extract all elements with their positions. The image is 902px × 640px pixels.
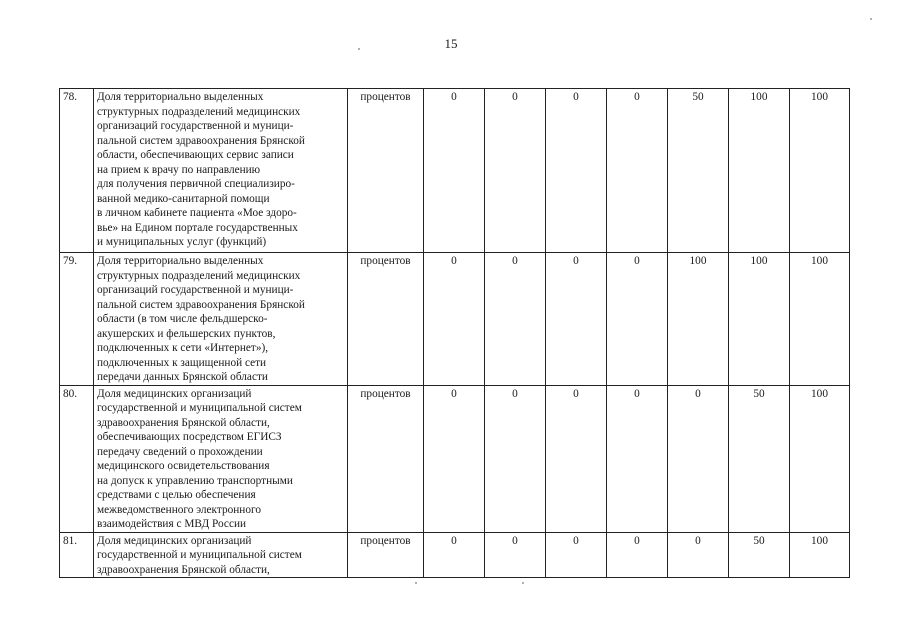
value-cell: 0	[424, 253, 485, 386]
value-cell: 0	[607, 253, 668, 386]
indicator-name-line: области (в том числе фельдшерско-	[97, 313, 268, 325]
scan-speck	[870, 18, 872, 20]
unit-cell: процентов	[348, 253, 424, 386]
indicator-name-line: для получения первичной специализиро-	[97, 178, 295, 190]
indicator-name-line: ванной медико-санитарной помощи	[97, 192, 270, 205]
value-cell: 0	[424, 89, 485, 253]
indicator-name-line: межведомственного электронного	[97, 503, 261, 516]
unit-cell: процентов	[348, 532, 424, 578]
unit-cell: процентов	[348, 385, 424, 532]
row-number: 79.	[60, 253, 94, 386]
indicator-name-line: подключенных к защищенной сети	[97, 356, 267, 369]
value-cell: 0	[424, 532, 485, 578]
row-number: 81.	[60, 532, 94, 578]
indicator-name-line: обеспечивающих посредством ЕГИСЗ	[97, 431, 282, 443]
indicator-name-line: Доля медицинских организаций	[97, 534, 252, 547]
indicator-name-line: передачи данных Брянской области	[97, 371, 268, 383]
table-row	[60, 253, 850, 386]
indicator-name-line: в личном кабинете пациента «Мое здоро-	[97, 207, 297, 219]
indicator-name-line: Доля территориально выделенных	[97, 255, 264, 267]
indicator-name-line: государственной и муниципальной систем	[97, 402, 302, 414]
value-cell: 0	[424, 385, 485, 532]
value-cell: 100	[729, 253, 790, 386]
indicator-name-line: взаимодействия с МВД России	[97, 518, 247, 530]
table-row	[60, 532, 850, 578]
value-cell: 100	[790, 532, 850, 578]
indicator-name-line: пальной систем здравоохранения Брянской	[97, 298, 305, 311]
scan-speck	[415, 582, 417, 584]
indicator-name-line: здравоохранения Брянской области,	[97, 563, 270, 576]
indicators-table	[59, 88, 850, 578]
indicator-name-line: государственной и муниципальной систем	[97, 549, 302, 561]
value-cell: 100	[790, 253, 850, 386]
value-cell: 0	[546, 532, 607, 578]
value-cell: 50	[729, 532, 790, 578]
value-cell: 0	[668, 532, 729, 578]
value-cell: 50	[668, 89, 729, 253]
value-cell: 0	[607, 532, 668, 578]
indicator-name-line: здравоохранения Брянской области,	[97, 416, 270, 429]
indicator-name-line: на допуск к управлению транспортными	[97, 474, 293, 487]
indicator-name-line: на прием к врачу по направлению	[97, 163, 261, 176]
value-cell: 50	[729, 385, 790, 532]
indicator-name-line: Доля территориально выделенных	[97, 91, 264, 103]
indicator-name-line: средствами с целью обеспечения	[97, 489, 256, 501]
table-body	[60, 89, 850, 578]
value-cell: 0	[546, 385, 607, 532]
page-number: 15	[444, 36, 458, 51]
value-cell: 0	[546, 253, 607, 386]
scan-speck	[358, 48, 360, 50]
indicator-name	[94, 532, 348, 578]
indicator-name-line: организаций государственной и муници-	[97, 120, 294, 132]
indicator-name-line: структурных подразделений медицинских	[97, 105, 301, 118]
indicator-name	[94, 385, 348, 532]
indicator-name-line: передачу сведений о прохождении	[97, 445, 263, 458]
value-cell: 100	[668, 253, 729, 386]
value-cell: 100	[790, 89, 850, 253]
row-number: 80.	[60, 385, 94, 532]
value-cell: 0	[607, 385, 668, 532]
indicator-name-line: области, обеспечивающих сервис записи	[97, 149, 294, 161]
value-cell: 0	[668, 385, 729, 532]
indicator-name	[94, 253, 348, 386]
value-cell: 100	[790, 385, 850, 532]
table-row	[60, 89, 850, 253]
indicator-name-line: структурных подразделений медицинских	[97, 269, 301, 282]
indicator-name-line: Доля медицинских организаций	[97, 387, 252, 400]
table-row	[60, 385, 850, 532]
value-cell: 0	[485, 89, 546, 253]
value-cell: 100	[729, 89, 790, 253]
scan-speck	[522, 582, 524, 584]
value-cell: 0	[546, 89, 607, 253]
indicator-name-line: вье» на Едином портале государственных	[97, 221, 298, 234]
row-number: 78.	[60, 89, 94, 253]
indicator-name-line: медицинского освидетельствования	[97, 460, 270, 472]
indicator-name-line: и муниципальных услуг (функций)	[97, 236, 267, 248]
indicator-name-line: пальной систем здравоохранения Брянской	[97, 134, 305, 147]
unit-cell: процентов	[348, 89, 424, 253]
value-cell: 0	[485, 385, 546, 532]
value-cell: 0	[485, 532, 546, 578]
indicator-name-line: организаций государственной и муници-	[97, 284, 294, 296]
value-cell: 0	[607, 89, 668, 253]
indicator-name-line: подключенных к сети «Интернет»),	[97, 342, 269, 354]
indicator-name-line: акушерских и фельшерских пунктов,	[97, 327, 276, 340]
value-cell: 0	[485, 253, 546, 386]
indicator-name	[94, 89, 348, 253]
